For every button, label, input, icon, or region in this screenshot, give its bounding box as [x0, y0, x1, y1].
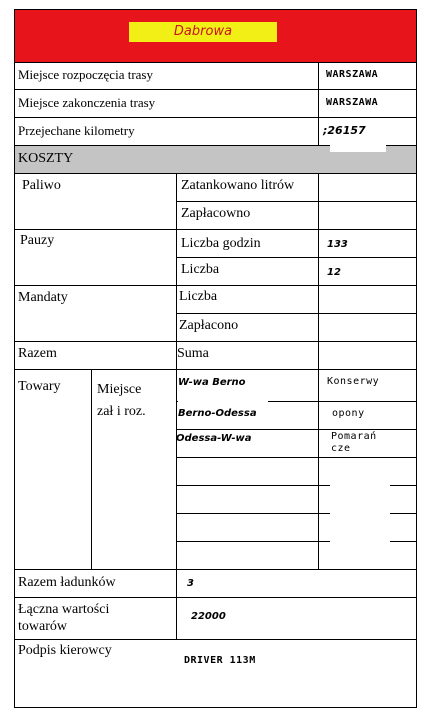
fines-count-field[interactable] — [319, 286, 416, 313]
grid-line — [176, 257, 417, 258]
fuel-paid-label: Zapłacowno — [181, 206, 251, 221]
erasure-mark — [260, 430, 316, 454]
places-label: Miejsce zał i roz. — [97, 382, 146, 419]
km-value[interactable]: ;26157 — [323, 124, 366, 137]
signature-label: Podpis kierowcy — [18, 643, 112, 658]
page-title: Dabrowa — [173, 24, 233, 39]
grid-line — [14, 569, 417, 570]
loads-value[interactable]: 3 — [187, 578, 194, 589]
route-start-label: Miejsce rozpoczęcia trasy — [18, 67, 153, 82]
costs-section-label: KOSZTY — [18, 151, 74, 166]
goods-cargo-3[interactable]: Pomarań cze — [331, 431, 377, 454]
grid-line — [318, 369, 319, 569]
grid-line — [14, 229, 417, 230]
fines-paid-field[interactable] — [319, 314, 416, 341]
goods-route-3[interactable]: Odessa-W-wa — [176, 433, 252, 444]
fines-paid-label: Zapłacono — [179, 318, 239, 333]
goods-route-2[interactable]: Berno-Odessa — [178, 408, 257, 419]
route-start-value[interactable]: WARSZAWA — [326, 69, 379, 80]
breaks-label: Pauzy — [20, 233, 55, 248]
grid-line — [318, 62, 319, 145]
erasure-mark — [330, 520, 390, 548]
fuel-paid-field[interactable] — [319, 202, 416, 229]
grid-line — [176, 569, 177, 639]
breaks-count-label: Liczba — [181, 262, 220, 277]
grid-line — [14, 117, 417, 118]
route-end-label: Miejsce zakonczenia trasy — [18, 95, 156, 110]
fuel-label: Paliwo — [22, 178, 61, 193]
grid-line — [91, 369, 92, 569]
erasure-mark — [330, 458, 390, 518]
fines-label: Mandaty — [18, 290, 68, 305]
total-sum-field[interactable] — [319, 342, 416, 369]
erasure-mark — [270, 404, 316, 426]
km-label: Przejechane kilometry — [18, 123, 135, 138]
total-sum-label: Suma — [177, 346, 209, 361]
goods-route-1[interactable]: W-wa Berno — [178, 377, 246, 388]
fuel-liters-label: Zatankowano litrów — [181, 178, 295, 193]
grid-line — [14, 639, 417, 640]
grid-line — [14, 597, 417, 598]
grid-line — [14, 62, 417, 63]
grid-line — [14, 89, 417, 90]
goods-label: Towary — [18, 379, 61, 394]
erasure-mark — [178, 396, 268, 406]
value-value[interactable]: 22000 — [191, 611, 226, 622]
goods-cargo-2[interactable]: opony — [332, 408, 365, 419]
breaks-hours-label: Liczba godzin — [181, 236, 261, 251]
route-end-value[interactable]: WARSZAWA — [326, 97, 379, 108]
grid-line — [14, 369, 417, 370]
erasure-mark — [330, 140, 386, 152]
erasure-mark — [200, 488, 280, 508]
breaks-hours-value[interactable]: 133 — [327, 239, 348, 250]
fuel-liters-field[interactable] — [319, 174, 416, 201]
breaks-count-value[interactable]: 12 — [327, 267, 341, 278]
fines-count-label: Liczba — [179, 289, 218, 304]
grid-line — [176, 369, 177, 569]
total-label: Razem — [18, 346, 57, 361]
erasure-mark — [178, 458, 313, 482]
loads-label: Razem ładunków — [18, 575, 116, 590]
grid-line — [176, 173, 177, 397]
goods-cargo-1[interactable]: Konserwy — [327, 376, 380, 387]
signature-value[interactable]: DRIVER 113M — [184, 655, 256, 666]
value-label: Łączna wartości towarów — [18, 602, 110, 634]
